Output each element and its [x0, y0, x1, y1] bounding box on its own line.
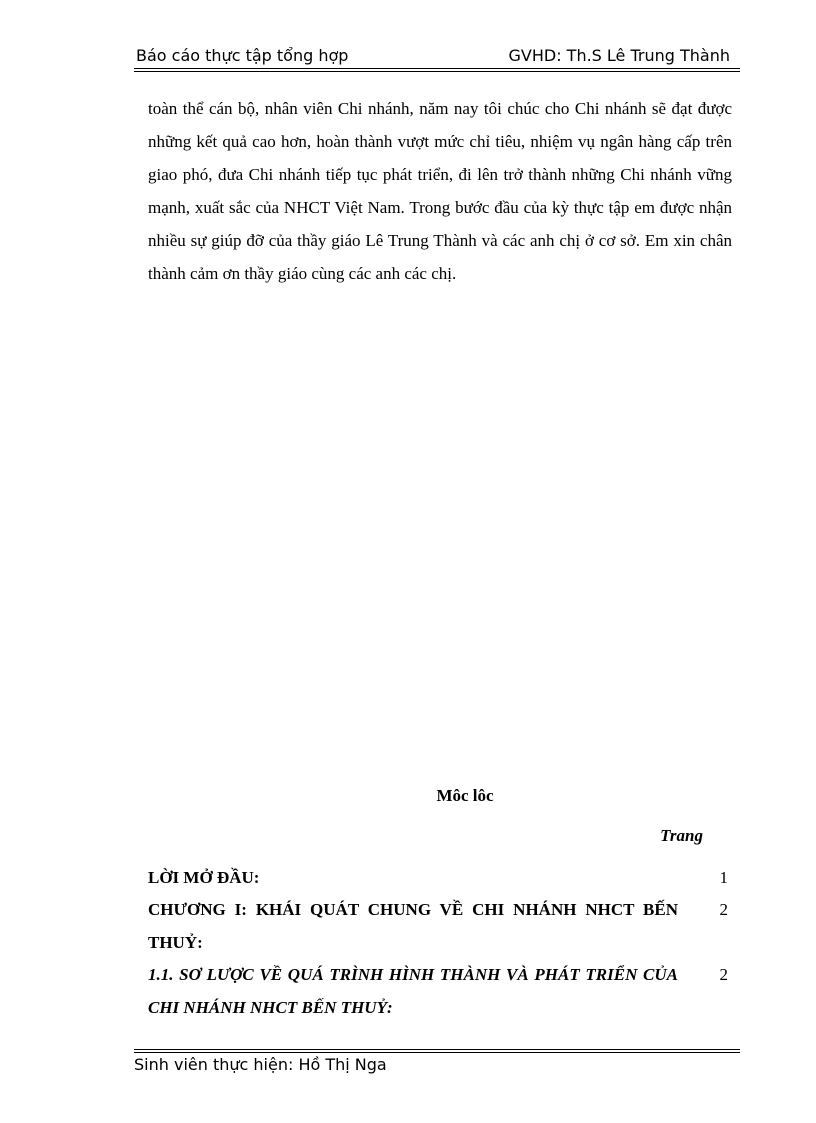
toc-entry-title: CHƯƠNG I: KHÁI QUÁT CHUNG VỀ CHI NHÁNH NHCT BẾN THUỶ:: [148, 900, 678, 952]
header-rule-bottom: [134, 71, 740, 72]
toc-entry: [148, 861, 732, 894]
header-report-title: Báo cáo thực tập tổng hợp: [136, 46, 349, 65]
toc-entry-title: 1.1. SƠ LƯỢC VỀ QUÁ TRÌNH HÌNH THÀNH VÀ PHÁT TRIỂN CỦA CHI NHÁNH NHCT BẾN THUỶ:: [148, 965, 678, 1017]
page-header: [134, 46, 740, 68]
toc-page-label: Trang: [660, 826, 703, 845]
footer-student-name: Sinh viên thực hiện: Hồ Thị Nga: [134, 1055, 387, 1074]
toc-entry-page: 2: [719, 900, 728, 919]
toc-entry-title: LỜI MỞ ĐẦU:: [148, 868, 260, 887]
body-paragraph: toàn thể cán bộ, nhân viên Chi nhánh, năm nay tôi chúc cho Chi nhánh sẽ đạt được những kết quả cao hơn, hoàn thành vượt mức chỉ tiêu, nhiệm vụ ngân hàng cấp trên giao phó, đưa Chi nhánh tiếp tục phát triển, đi lên trở thành những Chi nhánh vững mạnh, xuất sắc của NHCT Việt Nam. Trong bước đầu của kỳ thực tập em được nhận nhiều sự giúp đỡ của thầy giáo Lê Trung Thành và các anh chị ở cơ sở. Em xin chân thành cảm ơn thầy giáo cùng các anh các chị.: [148, 99, 732, 283]
toc-entry-page: 2: [719, 965, 728, 984]
footer-rule-top: [134, 1049, 740, 1050]
toc-entry: [148, 893, 732, 959]
header-rule-top: [134, 68, 740, 69]
toc-entry: [148, 958, 732, 1024]
toc-title: Môc lôc: [436, 786, 494, 805]
header-supervisor: GVHD: Th.S Lê Trung Thành: [508, 46, 730, 65]
footer-rule-bottom: [134, 1052, 740, 1053]
toc-entry-page: 1: [719, 868, 728, 887]
